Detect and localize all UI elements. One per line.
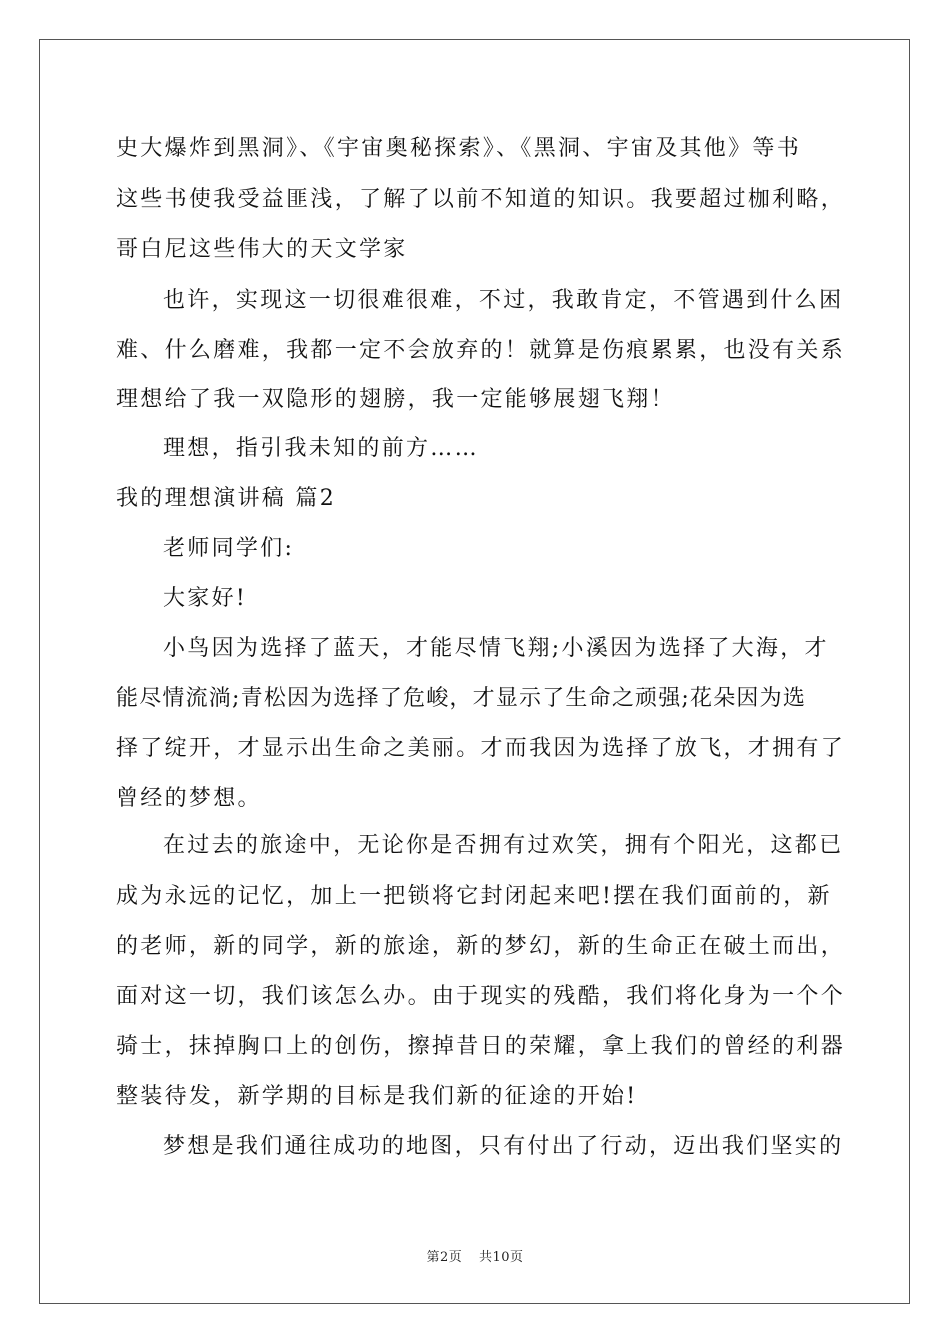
text-line: 大家好! xyxy=(163,586,248,611)
text-line: 理想给了我一双隐形的翅膀，我一定能够展翅飞翔！ xyxy=(116,387,675,412)
text-line: 的老师，新的同学，新的旅途，新的梦幻，新的生命正在破土而出， xyxy=(116,934,846,959)
text-line: 难、什么磨难，我都一定不会放弃的！就算是伤痕累累，也没有关系 xyxy=(116,338,846,363)
text-line: 这些书使我受益匪浅，了解了以前不知道的知识。我要超过枷利略， xyxy=(116,187,846,212)
page-total: 共10页 xyxy=(478,1250,524,1265)
section-heading: 我的理想演讲稿 篇2 xyxy=(116,486,336,511)
page-footer xyxy=(0,1246,950,1265)
text-line: 骑士，抹掉胸口上的创伤，擦掉昔日的荣耀，拿上我们的曾经的利器 xyxy=(116,1034,846,1059)
text-line: 理想，指引我未知的前方…… xyxy=(163,436,479,461)
text-line: 史大爆炸到黑洞》、《宇宙奥秘探索》、《黑洞、宇宙及其他》等书 xyxy=(116,136,802,161)
text-line: 梦想是我们通往成功的地图，只有付出了行动，迈出我们坚实的 xyxy=(163,1134,844,1159)
text-line: 哥白尼这些伟大的天文学家 xyxy=(116,237,408,262)
text-line: 在过去的旅途中，无论你是否拥有过欢笑，拥有个阳光，这都已 xyxy=(163,833,844,858)
page-number: 第2页 xyxy=(426,1250,463,1265)
text-line: 面对这一切，我们该怎么办。由于现实的残酷，我们将化身为一个个 xyxy=(116,984,846,1009)
text-line: 小鸟因为选择了蓝天，才能尽情飞翔;小溪因为选择了大海，才 xyxy=(163,636,829,661)
text-line: 整装待发，新学期的目标是我们新的征途的开始! xyxy=(116,1084,638,1109)
text-line: 成为永远的记忆，加上一把锁将它封闭起来吧!摆在我们面前的，新 xyxy=(116,884,832,909)
text-line: 也许，实现这一切很难很难，不过，我敢肯定，不管遇到什么困 xyxy=(163,288,844,313)
page-border xyxy=(39,39,910,1304)
text-line: 能尽情流淌;青松因为选择了危峻，才显示了生命之顽强;花朵因为选 xyxy=(116,686,807,711)
text-line: 老师同学们: xyxy=(163,536,295,561)
text-line: 择了绽开，才显示出生命之美丽。才而我因为选择了放飞，才拥有了 xyxy=(116,736,846,761)
text-line: 曾经的梦想。 xyxy=(116,786,262,811)
